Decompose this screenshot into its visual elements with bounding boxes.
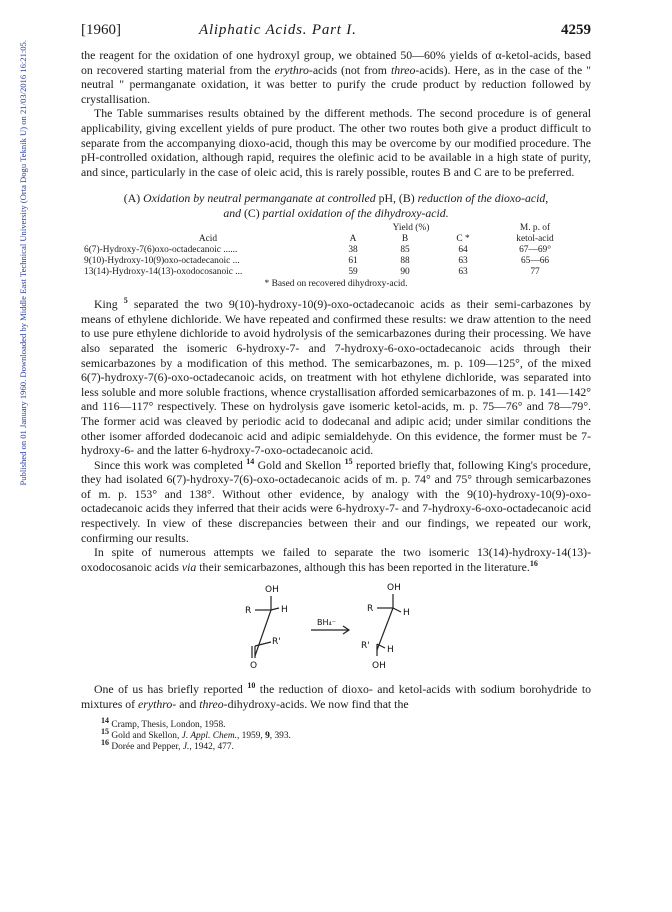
left-oh-label: OH	[265, 585, 279, 596]
references	[81, 715, 591, 754]
cell-c: 64	[458, 245, 468, 256]
left-rprime-label: R'	[272, 637, 281, 648]
cell-b: 85	[400, 245, 410, 256]
citation-marker: 10	[247, 681, 256, 691]
methods-caption: (A) Oxidation by neutral permanganate at controlled pH, (B) reduction of the dioxo-acid, and (C) partial oxidation of the dihydroxy-acid.	[123, 191, 549, 220]
running-header	[81, 22, 591, 48]
left-r-label: R	[245, 606, 252, 617]
header-title: Aliphatic Acids. Part I.	[199, 22, 357, 38]
table-header-row-2	[84, 234, 580, 245]
cell-acid: 9(10)-Hydroxy-10(9)oxo-octadecanoic ...	[84, 256, 240, 267]
cell-acid: 6(7)-Hydroxy-7(6)oxo-octadecanoic ......	[84, 245, 238, 256]
reference-item	[81, 715, 591, 731]
col-header-a: A	[349, 234, 357, 245]
paragraph-3: King $^5$ separated the two 9(10)-hydroxy-10(9)-oxo-octadecanoic acids as their semi-carbazones by means of ethylene dichloride. We have repeated and confirmed these results: we draw attention to the need to use pure ethylene dichloride to avoid hydrolysis of the semicarbazones during their processing. We have also separated the isomeric 6-hydroxy-7- and 7-hydroxy-6-oxo-octadecanoic acids through their semicarbazones by a modification of this method. The semicarbazones, m. p. 109—125°, of the mixed 6(7)-hydroxy-7(6)-oxo-octadecanoic acids, on treatment with hot ethylene dichloride, was separated into less soluble and more soluble fractions, whence crystallisation afforded semicarbazones of m. p. 141—142° and 116—117° respectively. These on hydrolysis gave isomeric ketol-acids, m. p. 75—76° and 78—79°. The former acid was cleaved by periodic acid to dodecanal and adipic acid; under similar conditions the other isomer afforded dodecanoic acid and adipic semialdehyde. On this evidence, the former must be 7-hydroxy-6- and the latter 6-hydroxy-7-oxo-octadecanoic acid.	[81, 296, 592, 458]
table-row	[84, 267, 580, 278]
reference-text: Gold and Skellon, J. Appl. Chem., 1959, 9, 393.	[109, 731, 291, 742]
citation-marker: 14	[246, 456, 255, 466]
reference-item	[81, 726, 591, 742]
citation-marker: 15	[344, 456, 353, 466]
header-page-number: 4259	[561, 22, 591, 38]
reaction-scheme	[81, 580, 591, 672]
paragraph-4: Since this work was completed $^{14}$ Gold and Skellon $^{15}$ reported briefly that, following King's procedure, they had isolated 6(7)-hydroxy-7(6)-oxo-octadecanoic acids of m. p. 74° and 75° through semicarbazones of m. p. 153° and 138°. Without other evidence, by analogy with the 9(10)-hydroxy-10(9)-oxo-octadecanoic acids they inferred that their acids were 6-hydroxy-7- and 7-hydroxy-6-oxo-octadecanoic acid respectively. In view of these discrepancies between their and our findings, we repeated our work, confirming our results.	[81, 456, 591, 545]
cell-b: 90	[400, 267, 410, 278]
cell-c: 63	[458, 267, 468, 278]
yield-table	[84, 223, 580, 278]
page	[81, 22, 591, 754]
table-row	[84, 245, 580, 256]
paragraph-6: One of us has briefly reported $^{10}$ the reduction of dioxo- and ketol-acids with sodium borohydride to mixtures of erythro- and threo-dihydroxy-acids. We now find that the	[81, 681, 592, 712]
cell-a: 59	[348, 267, 358, 278]
left-h-label: H	[281, 605, 288, 616]
yield-group-header: Yield (%)	[392, 223, 430, 234]
reference-item	[81, 738, 591, 753]
cell-mp: 77	[530, 267, 540, 278]
table-row	[84, 256, 580, 267]
download-watermark	[6, 40, 28, 600]
right-h-top-label: H	[403, 608, 410, 619]
cell-a: 38	[348, 245, 358, 256]
reference-number: 16	[101, 738, 109, 748]
right-h-bottom-label: H	[387, 645, 394, 656]
reference-text: Cramp, Thesis, London, 1958.	[109, 719, 226, 730]
right-oh-top-label: OH	[387, 583, 401, 594]
right-oh-bottom-label: OH	[372, 661, 386, 672]
citation-marker: 5	[123, 296, 128, 306]
col-header-b: B	[401, 234, 409, 245]
left-o-label: O	[250, 661, 258, 672]
col-header-ketol: ketol-acid	[516, 234, 554, 245]
cell-b: 88	[400, 256, 410, 267]
right-rprime-label: R'	[361, 641, 370, 652]
table-header-row-1	[84, 223, 580, 234]
table-footnote: * Based on recovered dihydroxy-acid.	[264, 279, 408, 290]
cell-mp: 67—69°	[519, 245, 551, 256]
paragraph-5: In spite of numerous attempts we failed to separate the two isomeric 13(14)-hydroxy-14(13)-oxodocosanoic acids via their semicarbazones, although this has been reported in the literature.$^{16}$	[81, 545, 591, 574]
download-watermark-text: Published on 01 January 1960. Downloaded by Middle East Technical University (Orta Dogu Teknik U) on 21/03/2016 16:21:05.	[18, 40, 28, 486]
paragraph-2: The Table summarises results obtained by the different methods. The second procedure is of general applicability, giving excellent yields of pure product. The other two routes both give a product difficult to separate from the accompanying dioxo-acid, though this may be overcome by our modified procedure. The pH-controlled oxidation, although rapid, requires the olefinic acid to be available in a high state of purity, and since, particularly in the case of oleic acid, this is rarely possible, routes B and C are to be preferred.	[81, 106, 591, 179]
paragraph-1: the reagent for the oxidation of one hydroxyl group, we obtained 50—60% yields of α-ketol-acids, based on recovered starting material from the erythro-acids (not from threo-acids). Here, as in the case of the " neutral " permanganate oxidation, it was better to purify the crude product by reduction followed by crystallisation.	[81, 48, 591, 106]
reaction-scheme-drawing	[231, 580, 451, 672]
cell-acid: 13(14)-Hydroxy-14(13)-oxodocosanoic ...	[84, 267, 243, 278]
right-r-label: R	[367, 604, 374, 615]
cell-a: 61	[348, 256, 358, 267]
col-header-acid: Acid	[198, 234, 218, 245]
reference-text: Dorée and Pepper, J., 1942, 477.	[109, 742, 234, 753]
cell-c: 63	[458, 256, 468, 267]
mp-header: M. p. of	[519, 223, 551, 234]
citation-marker: 16	[529, 558, 538, 568]
reference-number: 15	[101, 726, 109, 736]
cell-mp: 65—66	[520, 256, 550, 267]
col-header-c: C *	[456, 234, 470, 245]
reagent-label: BH₄⁻	[317, 618, 336, 628]
header-year: [1960]	[81, 22, 121, 38]
reference-number: 14	[101, 715, 109, 725]
